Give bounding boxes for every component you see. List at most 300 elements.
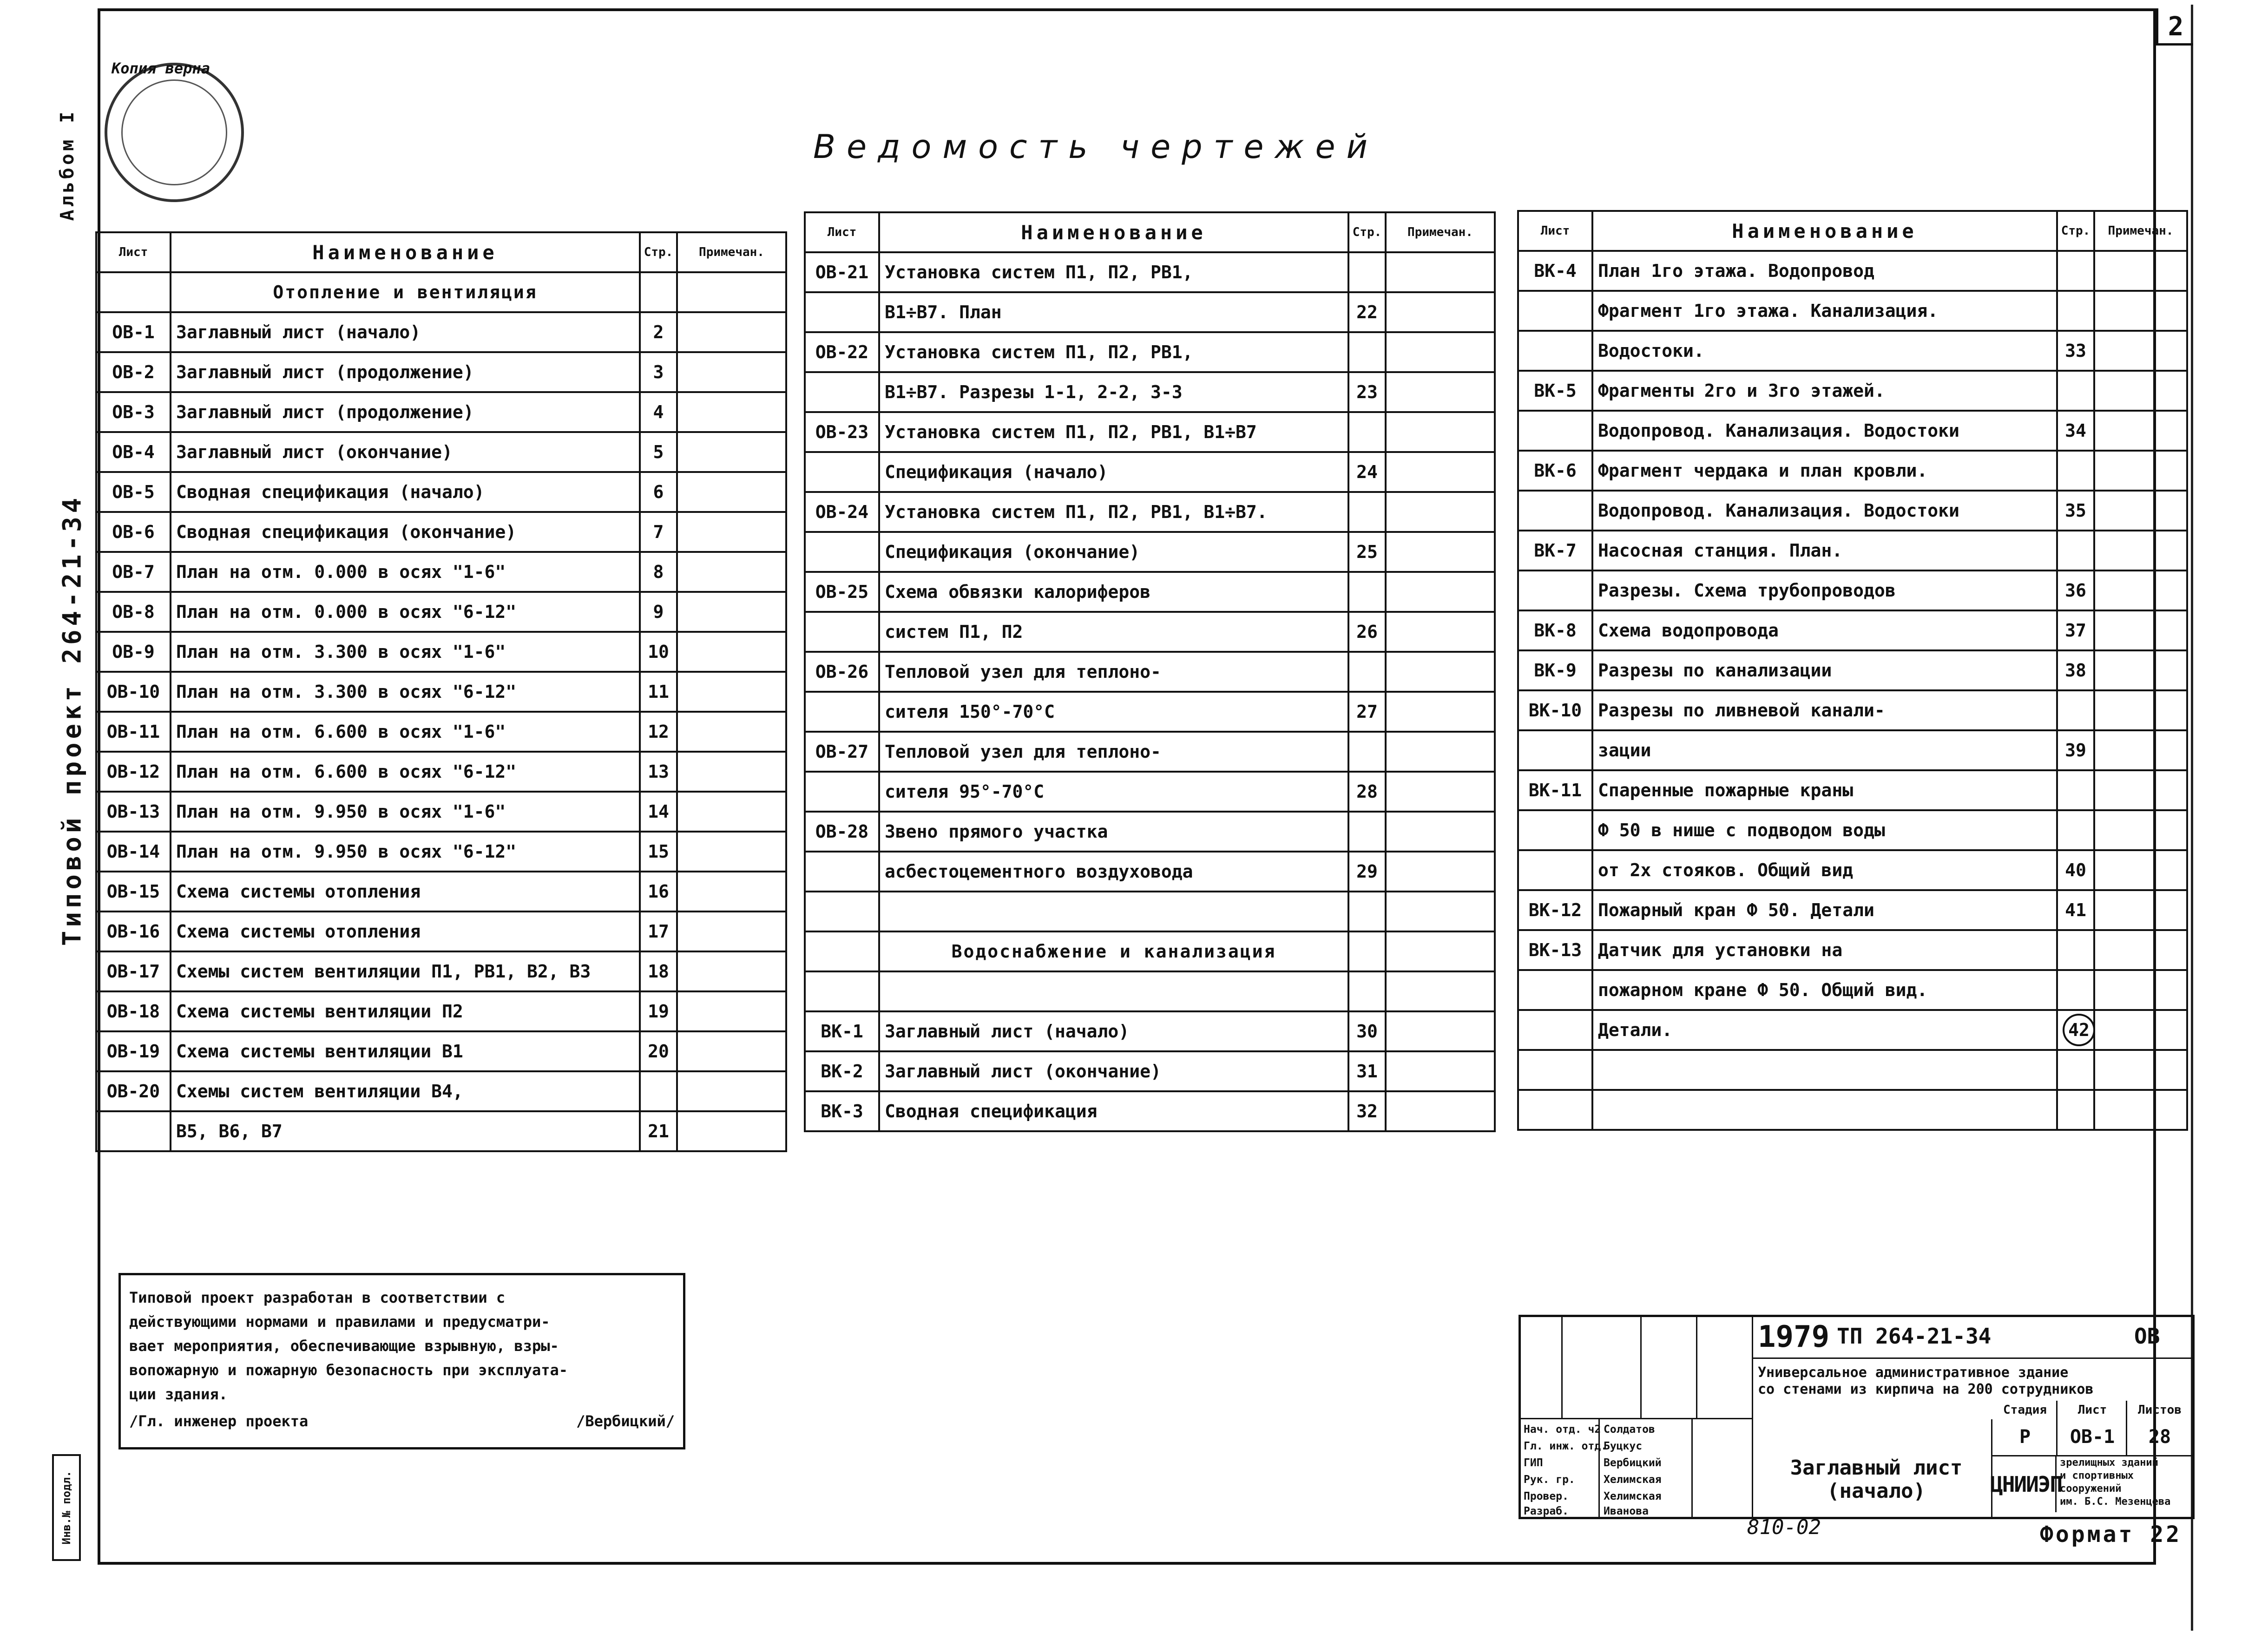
row-page-number — [1348, 812, 1386, 852]
row-note-cell — [1386, 971, 1495, 1011]
row-name: Фрагменты 2го и 3го этажей. — [1592, 371, 2057, 411]
register-row — [96, 951, 786, 991]
register-row — [805, 652, 1495, 692]
row-note-cell — [677, 792, 786, 832]
row-note-cell — [2094, 770, 2187, 810]
row-name: Заглавный лист (начало) — [171, 312, 640, 352]
row-sheet-code — [1518, 810, 1592, 850]
tb-sheet-title-line: (начало) — [1827, 1479, 1926, 1503]
register-row — [1518, 1010, 2187, 1050]
register-row — [805, 732, 1495, 772]
row-sheet-code: ВК-4 — [1518, 251, 1592, 291]
register-row — [96, 592, 786, 632]
row-sheet-code — [1518, 411, 1592, 451]
row-note-cell — [1386, 692, 1495, 732]
row-sheet-code: ВК-9 — [1518, 650, 1592, 690]
row-sheet-cell — [805, 931, 879, 971]
tb-role: Гл. инж. отд. — [1524, 1440, 1608, 1452]
col-page-header: Стр. — [2057, 211, 2094, 251]
row-note-cell — [677, 392, 786, 432]
row-sheet-code: ВК-11 — [1518, 770, 1592, 810]
register-row — [805, 772, 1495, 812]
row-page-number: 41 — [2057, 890, 2094, 930]
row-sheet-code: ОВ-10 — [96, 672, 171, 712]
register-row — [96, 1071, 786, 1111]
row-sheet-code: ОВ-7 — [96, 552, 171, 592]
row-page-number — [1348, 652, 1386, 692]
col-name-header: Наименование — [879, 212, 1348, 252]
row-name: Пожарный кран Ф 50. Детали — [1592, 890, 2057, 930]
row-name: Заглавный лист (начало) — [879, 1011, 1348, 1051]
row-page-number: 33 — [2057, 331, 2094, 371]
row-page-number: 32 — [1348, 1091, 1386, 1131]
register-row — [96, 392, 786, 432]
approval-stamp — [105, 63, 244, 202]
row-page-number: 30 — [1348, 1011, 1386, 1051]
row-note-cell — [2094, 810, 2187, 850]
row-note-cell — [2094, 850, 2187, 890]
row-sheet-code: ВК-8 — [1518, 610, 1592, 650]
register-row — [96, 712, 786, 752]
register-row — [96, 272, 786, 312]
row-page-number — [2057, 690, 2094, 730]
row-note-cell — [1386, 1051, 1495, 1091]
row-page-number — [2057, 251, 2094, 291]
register-row — [96, 792, 786, 832]
row-page-number: 28 — [1348, 772, 1386, 812]
row-note-cell — [1386, 652, 1495, 692]
tb-role-name: Хелимская — [1604, 1474, 1662, 1486]
row-sheet-code — [1518, 1010, 1592, 1050]
row-name: Водостоки. — [1592, 331, 2057, 371]
register-row — [805, 532, 1495, 572]
row-sheet-code: ОВ-11 — [96, 712, 171, 752]
row-note-cell — [1386, 492, 1495, 532]
row-name: Схемы систем вентиляции П1, РВ1, В2, В3 — [171, 951, 640, 991]
format-label: Формат 22 — [2040, 1521, 2182, 1548]
row-name: Водопровод. Канализация. Водостоки — [1592, 411, 2057, 451]
row-name: Установка систем П1, П2, РВ1, — [879, 252, 1348, 292]
row-note-cell — [2094, 531, 2187, 571]
tb-sheet-header: Лист — [2077, 1403, 2107, 1417]
col-note-header: Примечан. — [677, 232, 786, 272]
row-note-cell — [677, 272, 786, 312]
row-sheet-code — [1518, 331, 1592, 371]
register-row — [1518, 810, 2187, 850]
row-sheet-code: ОВ-8 — [96, 592, 171, 632]
tb-role: Разраб. — [1524, 1505, 1569, 1517]
register-row — [1518, 331, 2187, 371]
row-note-cell — [1386, 412, 1495, 452]
row-note-cell — [677, 592, 786, 632]
row-note-cell — [2094, 650, 2187, 690]
row-page-number — [2057, 1050, 2094, 1090]
note-line: ции здания. — [129, 1385, 228, 1403]
row-sheet-code — [96, 1111, 171, 1151]
register-row — [805, 372, 1495, 412]
row-note-cell — [677, 1111, 786, 1151]
row-page-number: 23 — [1348, 372, 1386, 412]
register-row — [805, 612, 1495, 652]
row-name: План на отм. 0.000 в осях "1-6" — [171, 552, 640, 592]
tb-org-line: сооружений — [2060, 1483, 2122, 1495]
row-page-number: 11 — [640, 672, 677, 712]
row-page-number: 15 — [640, 832, 677, 872]
register-row — [805, 292, 1495, 332]
row-note-cell — [2094, 331, 2187, 371]
row-name: асбестоцементного воздуховода — [879, 852, 1348, 892]
tb-role-name: Вербицкий — [1604, 1457, 1662, 1469]
register-row — [805, 492, 1495, 532]
row-sheet-code: ВК-13 — [1518, 930, 1592, 970]
row-sheet-code — [1518, 571, 1592, 610]
row-name: Схема водопровода — [1592, 610, 2057, 650]
register-row — [1518, 491, 2187, 531]
row-note-cell — [1386, 612, 1495, 652]
row-name: пожарном кране Ф 50. Общий вид. — [1592, 970, 2057, 1010]
row-note-cell — [2094, 451, 2187, 491]
register-row — [1518, 1090, 2187, 1130]
row-sheet-code — [805, 892, 879, 931]
row-page-number: 14 — [640, 792, 677, 832]
row-name: Насосная станция. План. — [1592, 531, 2057, 571]
row-name: Тепловой узел для теплоно- — [879, 652, 1348, 692]
register-row — [96, 872, 786, 912]
row-sheet-code: ОВ-19 — [96, 1031, 171, 1071]
row-page-number: 6 — [640, 472, 677, 512]
row-sheet-code: ВК-10 — [1518, 690, 1592, 730]
tb-sheet-value: ОВ-1 — [2070, 1426, 2115, 1448]
row-note-cell — [1386, 931, 1495, 971]
col-note-header: Примечан. — [1386, 212, 1495, 252]
note-line: действующими нормами и правилами и предусматри- — [129, 1313, 550, 1331]
row-page-number: 27 — [1348, 692, 1386, 732]
row-sheet-code — [1518, 1090, 1592, 1130]
row-sheet-code: ОВ-25 — [805, 572, 879, 612]
register-row — [805, 971, 1495, 1011]
row-name — [879, 892, 1348, 931]
row-note-cell — [1386, 532, 1495, 572]
row-name: План на отм. 3.300 в осях "6-12" — [171, 672, 640, 712]
row-note-cell — [1386, 1011, 1495, 1051]
row-sheet-code — [1518, 1050, 1592, 1090]
row-note-cell — [1386, 252, 1495, 292]
register-row — [805, 1011, 1495, 1051]
row-name: Датчик для установки на — [1592, 930, 2057, 970]
row-name: Схема системы вентиляции В1 — [171, 1031, 640, 1071]
tb-role: Провер. — [1524, 1490, 1569, 1502]
row-name: зации — [1592, 730, 2057, 770]
row-note-cell — [1386, 892, 1495, 931]
row-note-cell — [677, 672, 786, 712]
document-title: Ведомость чертежей — [813, 128, 1379, 166]
row-name: План на отм. 6.600 в осях "6-12" — [171, 752, 640, 792]
row-sheet-code: ОВ-26 — [805, 652, 879, 692]
row-sheet-code: ОВ-17 — [96, 951, 171, 991]
row-note-cell — [2094, 411, 2187, 451]
row-note-cell — [677, 832, 786, 872]
row-note-cell — [677, 512, 786, 552]
sheet-number: 2 — [2156, 8, 2193, 46]
row-sheet-code — [805, 692, 879, 732]
row-page-number — [640, 1071, 677, 1111]
row-note-cell — [2094, 690, 2187, 730]
row-note-cell — [2094, 930, 2187, 970]
register-row — [96, 672, 786, 712]
row-name — [879, 971, 1348, 1011]
register-row — [1518, 650, 2187, 690]
row-sheet-code — [805, 532, 879, 572]
row-note-cell — [2094, 970, 2187, 1010]
tb-role: Нач. отд. ч2 — [1524, 1423, 1601, 1436]
row-note-cell — [677, 552, 786, 592]
register-row — [805, 852, 1495, 892]
tb-project-code: ТП 264-21-34 — [1837, 1324, 1992, 1349]
row-page-number: 21 — [640, 1111, 677, 1151]
row-page-number: 39 — [2057, 730, 2094, 770]
row-page-number — [2057, 451, 2094, 491]
row-sheet-code: ОВ-2 — [96, 352, 171, 392]
row-page-number — [2057, 291, 2094, 331]
register-row — [1518, 770, 2187, 810]
row-name: Схема системы отопления — [171, 872, 640, 912]
row-page-number — [2057, 770, 2094, 810]
row-name: В5, В6, В7 — [171, 1111, 640, 1151]
row-page-number: 13 — [640, 752, 677, 792]
row-page-number: 25 — [1348, 532, 1386, 572]
row-name: Разрезы по канализации — [1592, 650, 2057, 690]
register-row — [96, 432, 786, 472]
row-note-cell — [2094, 890, 2187, 930]
register-row — [805, 252, 1495, 292]
register-row — [1518, 531, 2187, 571]
row-sheet-code — [805, 612, 879, 652]
row-sheet-code — [805, 971, 879, 1011]
row-page-number — [1348, 252, 1386, 292]
row-note-cell — [1386, 772, 1495, 812]
row-name: Схемы систем вентиляции В4, — [171, 1071, 640, 1111]
row-note-cell — [2094, 371, 2187, 411]
register-row — [1518, 930, 2187, 970]
row-note-cell — [677, 872, 786, 912]
drawing-code: 810-02 — [1747, 1515, 1821, 1539]
register-row — [805, 412, 1495, 452]
row-note-cell — [2094, 571, 2187, 610]
row-note-cell — [1386, 572, 1495, 612]
register-row — [1518, 890, 2187, 930]
register-row — [96, 512, 786, 552]
register-row — [1518, 690, 2187, 730]
section-heading: Отопление и вентиляция — [171, 272, 640, 312]
col-page-header: Стр. — [640, 232, 677, 272]
row-page-number: 38 — [2057, 650, 2094, 690]
row-note-cell — [2094, 1010, 2187, 1050]
row-sheet-code: ОВ-16 — [96, 912, 171, 951]
row-sheet-code: ОВ-14 — [96, 832, 171, 872]
row-name: План на отм. 9.950 в осях "1-6" — [171, 792, 640, 832]
drawing-register-right — [1517, 210, 2188, 1131]
tb-signatures-column — [1693, 1419, 1753, 1519]
tb-sheet-title — [1767, 1456, 1985, 1503]
album-label: Альбом I — [57, 109, 78, 221]
tb-org-name — [2060, 1456, 2195, 1508]
title-block — [1519, 1315, 2195, 1519]
row-sheet-code — [1518, 291, 1592, 331]
row-note-cell — [2094, 291, 2187, 331]
row-sheet-code: ОВ-15 — [96, 872, 171, 912]
note-line: вопожарную и пожарную безопасность при эксплуата- — [129, 1361, 568, 1379]
row-name: План 1го этажа. Водопровод — [1592, 251, 2057, 291]
register-row — [96, 991, 786, 1031]
row-note-cell — [1386, 372, 1495, 412]
row-sheet-code: ВК-12 — [1518, 890, 1592, 930]
row-note-cell — [1386, 732, 1495, 772]
row-page-number — [2057, 810, 2094, 850]
row-note-cell — [2094, 1090, 2187, 1130]
general-note — [118, 1273, 685, 1449]
note-signature — [129, 1409, 675, 1433]
row-name: Ф 50 в нише с подводом воды — [1592, 810, 2057, 850]
register-row — [805, 1091, 1495, 1131]
tb-org-line: зрелищных зданий — [2060, 1457, 2158, 1469]
row-note-cell — [1386, 452, 1495, 492]
register-row — [96, 912, 786, 951]
tb-org-logo: ЦНИИЭП — [1990, 1456, 2057, 1512]
row-page-number: 4 — [640, 392, 677, 432]
row-name: Заглавный лист (окончание) — [879, 1051, 1348, 1091]
row-note-cell — [677, 752, 786, 792]
col-sheet-header: Лист — [805, 212, 879, 252]
row-sheet-code — [805, 372, 879, 412]
row-sheet-cell — [96, 272, 171, 312]
col-sheet-header: Лист — [96, 232, 171, 272]
drawing-register-middle — [804, 211, 1496, 1132]
register-row — [805, 332, 1495, 372]
row-name: сителя 150°-70°С — [879, 692, 1348, 732]
row-sheet-code: ОВ-20 — [96, 1071, 171, 1111]
register-row — [1518, 1050, 2187, 1090]
row-page-number: 40 — [2057, 850, 2094, 890]
tb-description — [1758, 1364, 2195, 1398]
register-row — [1518, 251, 2187, 291]
row-note-cell — [2094, 730, 2187, 770]
row-name: Сводная спецификация (начало) — [171, 472, 640, 512]
row-name: План на отм. 6.600 в осях "1-6" — [171, 712, 640, 752]
row-sheet-code: ОВ-5 — [96, 472, 171, 512]
row-sheet-code: ОВ-21 — [805, 252, 879, 292]
row-page-number: 17 — [640, 912, 677, 951]
tb-sheets-value: 28 — [2148, 1426, 2171, 1448]
row-page-number: 2 — [640, 312, 677, 352]
row-page-number — [2057, 531, 2094, 571]
row-note-cell — [677, 312, 786, 352]
row-name: Разрезы по ливневой канали- — [1592, 690, 2057, 730]
inventory-box: Инв.№ подл. — [52, 1454, 81, 1561]
row-note-cell — [1386, 292, 1495, 332]
row-sheet-code — [1518, 491, 1592, 531]
row-name: План на отм. 3.300 в осях "1-6" — [171, 632, 640, 672]
row-page-number: 24 — [1348, 452, 1386, 492]
row-sheet-code: ВК-3 — [805, 1091, 879, 1131]
register-row — [1518, 451, 2187, 491]
row-note-cell — [1386, 332, 1495, 372]
row-page-number — [2057, 930, 2094, 970]
col-note-header: Примечан. — [2094, 211, 2187, 251]
row-name: Спаренные пожарные краны — [1592, 770, 2057, 810]
row-sheet-code — [805, 452, 879, 492]
tb-role: ГИП — [1524, 1457, 1543, 1469]
row-name: Тепловой узел для теплоно- — [879, 732, 1348, 772]
register-row — [805, 452, 1495, 492]
row-sheet-code: ОВ-23 — [805, 412, 879, 452]
tb-description-line: со стенами из кирпича на 200 сотрудников — [1758, 1381, 2094, 1397]
row-note-cell — [2094, 251, 2187, 291]
row-sheet-code: ВК-5 — [1518, 371, 1592, 411]
row-note-cell — [677, 632, 786, 672]
col-name-header: Наименование — [171, 232, 640, 272]
row-page-number — [2057, 1010, 2094, 1050]
row-note-cell — [1386, 812, 1495, 852]
row-page-number: 16 — [640, 872, 677, 912]
row-name: Детали. — [1592, 1010, 2057, 1050]
row-sheet-code: ОВ-3 — [96, 392, 171, 432]
row-name: Установка систем П1, П2, РВ1, — [879, 332, 1348, 372]
col-name-header: Наименование — [1592, 211, 2057, 251]
register-row — [805, 572, 1495, 612]
row-page-number — [1348, 892, 1386, 931]
row-sheet-code: ОВ-27 — [805, 732, 879, 772]
register-row — [96, 832, 786, 872]
tb-sheets-header: Листов — [2138, 1403, 2182, 1417]
row-note-cell — [677, 991, 786, 1031]
tb-role-name: Солдатов — [1604, 1423, 1655, 1436]
row-sheet-code: ОВ-18 — [96, 991, 171, 1031]
row-note-cell — [677, 472, 786, 512]
row-page-number — [1348, 412, 1386, 452]
row-page-number: 19 — [640, 991, 677, 1031]
row-sheet-code: ОВ-4 — [96, 432, 171, 472]
row-sheet-code: ОВ-6 — [96, 512, 171, 552]
row-note-cell — [677, 951, 786, 991]
register-row — [1518, 730, 2187, 770]
row-page-number: 34 — [2057, 411, 2094, 451]
row-sheet-code: ОВ-22 — [805, 332, 879, 372]
row-page-number — [1348, 572, 1386, 612]
row-sheet-code: ОВ-24 — [805, 492, 879, 532]
row-sheet-code: ОВ-12 — [96, 752, 171, 792]
row-note-cell — [677, 912, 786, 951]
register-row — [96, 312, 786, 352]
row-sheet-code — [805, 852, 879, 892]
register-row — [1518, 411, 2187, 451]
register-row — [1518, 970, 2187, 1010]
row-page-number: 22 — [1348, 292, 1386, 332]
row-name: Водопровод. Канализация. Водостоки — [1592, 491, 2057, 531]
register-row — [1518, 610, 2187, 650]
row-sheet-code — [805, 292, 879, 332]
register-row — [1518, 291, 2187, 331]
row-name: Сводная спецификация — [879, 1091, 1348, 1131]
row-note-cell — [1386, 852, 1495, 892]
row-page-number: 5 — [640, 432, 677, 472]
row-name — [1592, 1050, 2057, 1090]
row-page-cell — [1348, 931, 1386, 971]
row-page-number: 26 — [1348, 612, 1386, 652]
row-page-number — [2057, 371, 2094, 411]
tb-year: 1979 — [1758, 1320, 1830, 1354]
row-sheet-code: ВК-7 — [1518, 531, 1592, 571]
row-name: План на отм. 0.000 в осях "6-12" — [171, 592, 640, 632]
